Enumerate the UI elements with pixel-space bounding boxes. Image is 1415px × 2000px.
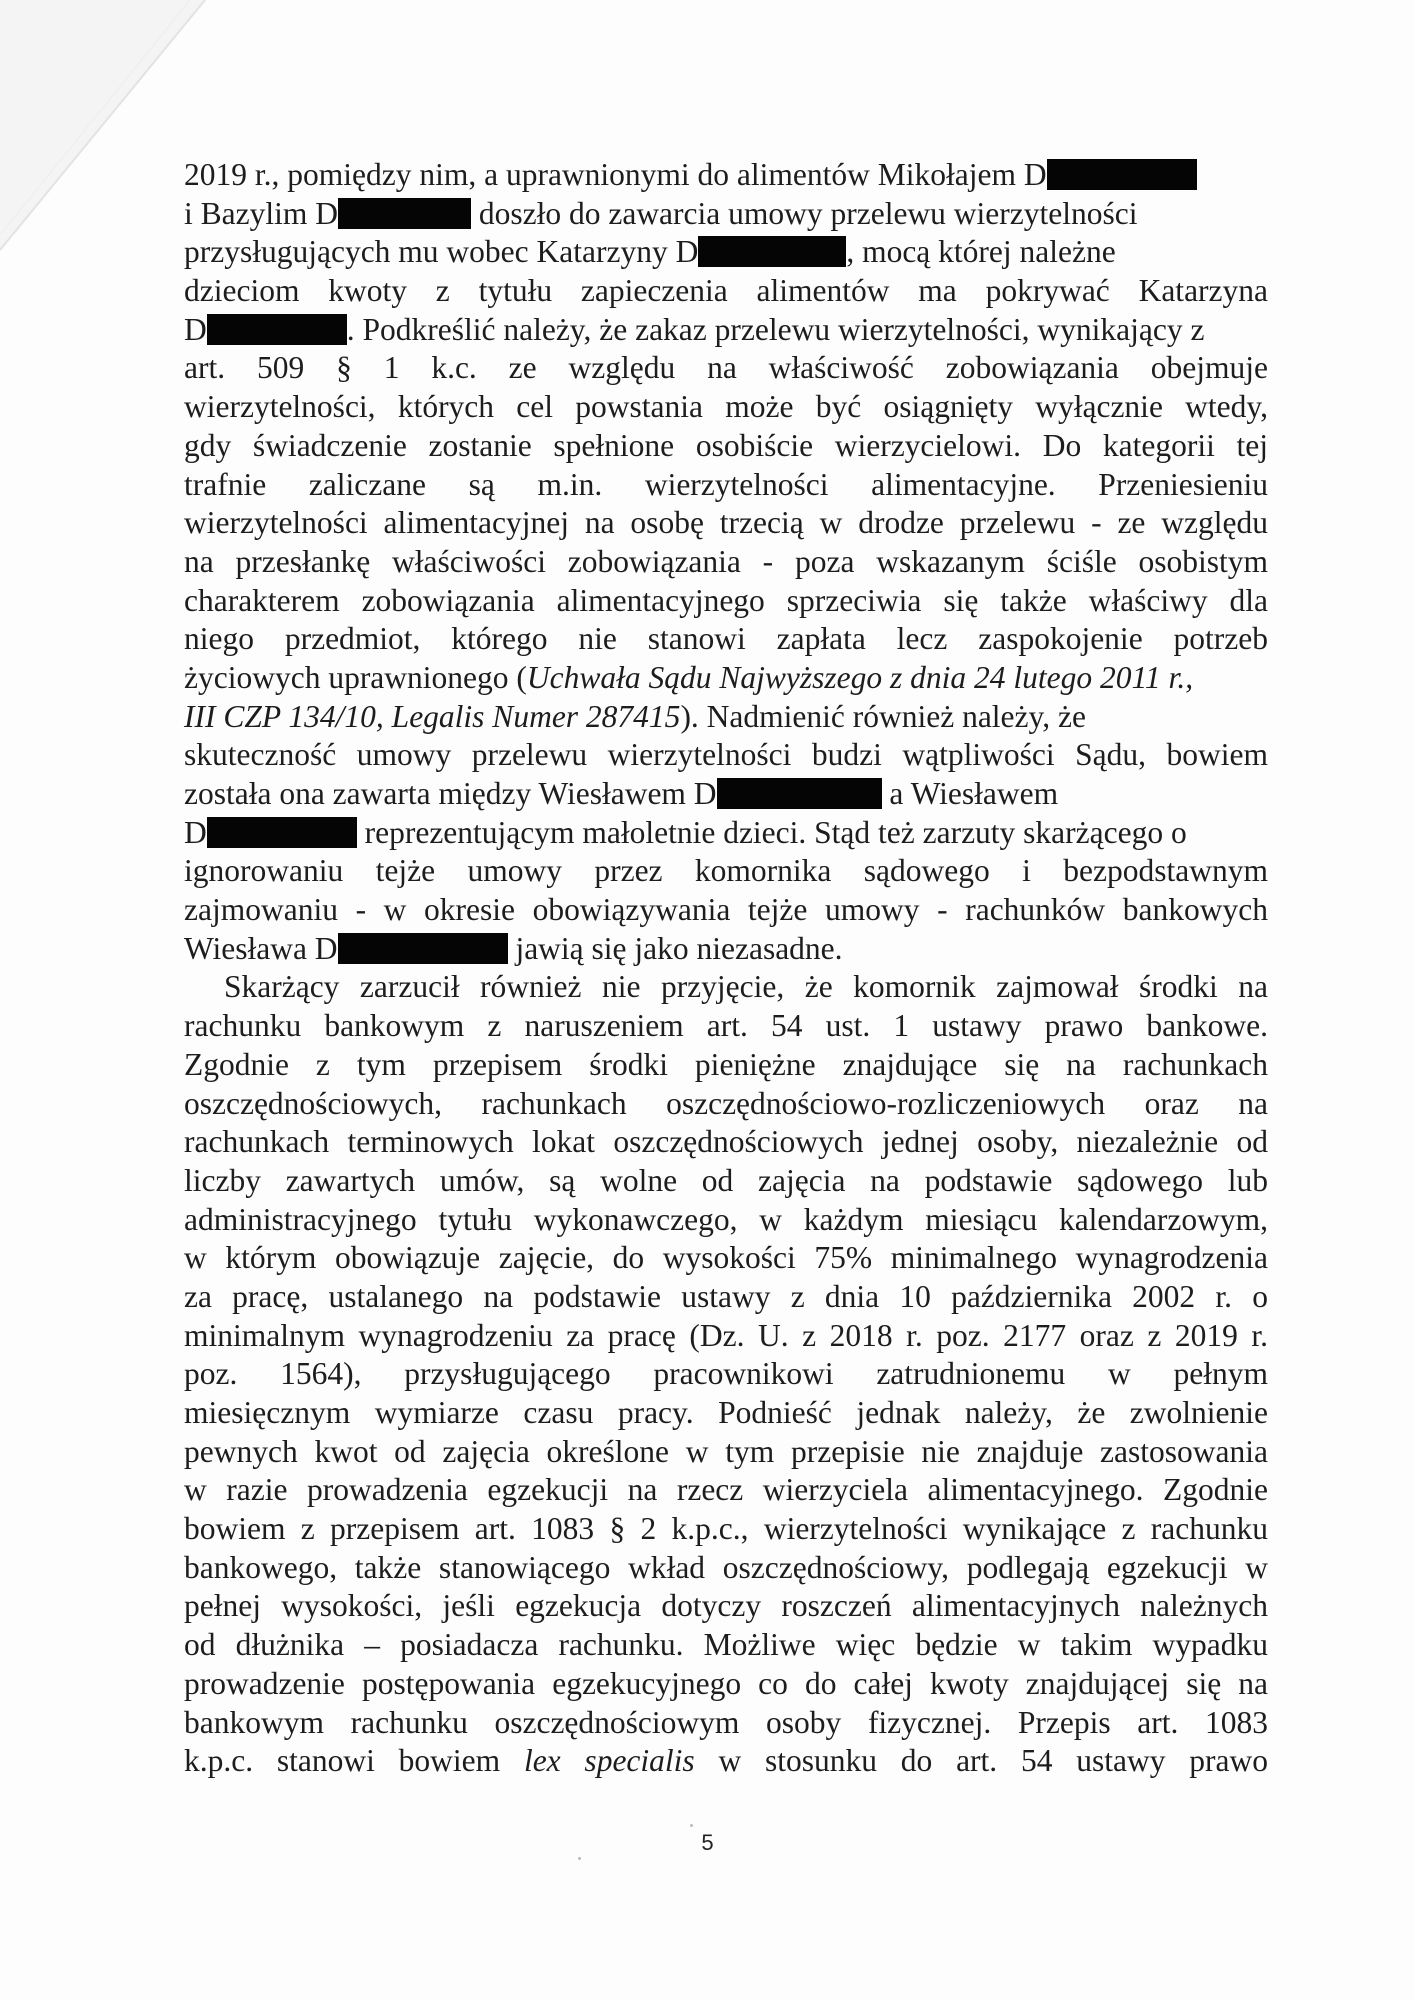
text-line: bankowym rachunku oszczędnościowym osoby fizycznej. Przepis art. 1083 <box>184 1704 1268 1740</box>
text-line: na przesłankę właściwości zobowiązania - poza wskazanym ściśle osobistym <box>184 543 1268 579</box>
text-line: liczby zawartych umów, są wolne od zajęcia na podstawie sądowego lub <box>184 1162 1268 1198</box>
paragraph-first-line: Skarżący zarzucił również nie przyjęcie, że komornik zajmował środki na <box>224 969 1268 1005</box>
citation-italic: Uchwała Sądu Najwyższego z dnia 24 lutego 2011 r., <box>526 659 1194 695</box>
redaction-bar <box>717 778 882 809</box>
redaction-bar <box>338 933 508 964</box>
text-line <box>184 1742 1268 1781</box>
text-fragment: a Wiesławem <box>881 776 1059 811</box>
text-line: rachunku bankowym z naruszeniem art. 54 ust. 1 ustawy prawo bankowe. <box>184 1008 1268 1044</box>
citation-italic: III CZP 134/10, Legalis Numer 287415 <box>184 698 681 734</box>
text-line: Zgodnie z tym przepisem środki pieniężne znajdujące się na rachunkach <box>184 1046 1268 1082</box>
redaction-bar <box>207 314 347 345</box>
text-line: administracyjnego tytułu wykonawczego, w każdym miesiącu kalendarzowym, <box>184 1201 1268 1237</box>
text-line <box>184 233 1268 272</box>
text-line: pełnej wysokości, jeśli egzekucja dotyczy roszczeń alimentacyjnych należnych <box>184 1588 1268 1624</box>
text-fragment: D <box>184 311 207 347</box>
text-line: gdy świadczenie zostanie spełnione osobiście wierzycielowi. Do kategorii tej <box>184 427 1268 463</box>
text-line <box>184 775 1268 814</box>
text-fragment: i Bazylim D <box>184 195 338 231</box>
text-line: ignorowaniu tejże umowy przez komornika sądowego i bezpodstawnym <box>184 853 1268 889</box>
scan-speck <box>578 1857 581 1860</box>
text-line: trafnie zaliczane są m.in. wierzytelności alimentacyjne. Przeniesieniu <box>184 466 1268 502</box>
text-line: oszczędnościowych, rachunkach oszczędnościowo-rozliczeniowych oraz na <box>184 1085 1268 1121</box>
text-line: od dłużnika – posiadacza rachunku. Możliwe więc będzie w takim wypadku <box>184 1627 1268 1663</box>
text-fragment: . Podkreślić należy, że zakaz przelewu wierzytelności, wynikający z <box>346 311 1205 347</box>
text-line: skuteczność umowy przelewu wierzytelności budzi wątpliwości Sądu, bowiem <box>184 737 1268 773</box>
text-fragment: doszło do zawarcia umowy przelewu wierzytelności <box>470 195 1138 231</box>
text-line <box>184 659 1268 698</box>
text-fragment: ). Nadmienić również należy, że <box>680 698 1086 734</box>
text-line: minimalnym wynagrodzeniu za pracę (Dz. U. z 2018 r. poz. 2177 oraz z 2019 r. <box>184 1317 1268 1353</box>
text-line: poz. 1564), przysługującego pracownikowi zatrudnionemu w pełnym <box>184 1356 1268 1392</box>
text-fragment: Wiesława D <box>184 930 338 966</box>
redaction-bar <box>207 817 357 848</box>
redaction-bar <box>698 236 846 267</box>
scan-speck <box>690 1824 693 1827</box>
text-line: niego przedmiot, którego nie stanowi zapłata lecz zaspokojenie potrzeb <box>184 621 1268 657</box>
text-line: charakterem zobowiązania alimentacyjnego sprzeciwia się także właściwy dla <box>184 582 1268 618</box>
text-fragment: D <box>184 814 207 850</box>
document-body <box>184 156 1268 1781</box>
text-line: pewnych kwot od zajęcia określone w tym przepisie nie znajduje zastosowania <box>184 1433 1268 1469</box>
page-number: 5 <box>701 1830 714 1855</box>
text-line: art. 509 § 1 k.c. ze względu na właściwość zobowiązania obejmuje <box>184 350 1268 386</box>
text-fragment: 2019 r., pomiędzy nim, a uprawnionymi do alimentów Mikołajem D <box>184 157 1047 192</box>
latin-term: lex specialis <box>523 1743 695 1779</box>
text-line: bankowego, także stanowiącego wkład oszczędnościowy, podlegają egzekucji w <box>184 1549 1268 1585</box>
redaction-bar <box>1047 159 1197 190</box>
text-line <box>184 698 1268 737</box>
text-line: wierzytelności, których cel powstania może być osiągnięty wyłącznie wtedy, <box>184 389 1268 425</box>
text-line: rachunkach terminowych lokat oszczędnościowych jednej osoby, niezależnie od <box>184 1124 1268 1160</box>
text-line: bowiem z przepisem art. 1083 § 2 k.p.c., wierzytelności wynikające z rachunku <box>184 1511 1268 1547</box>
text-line <box>184 311 1268 350</box>
text-fragment: reprezentującym małoletnie dzieci. Stąd też zarzuty skarżącego o <box>356 814 1187 850</box>
text-fragment: została ona zawarta między Wiesławem D <box>184 776 717 811</box>
text-fragment: jawią się jako niezasadne. <box>507 930 843 966</box>
text-line: za pracę, ustalanego na podstawie ustawy z dnia 10 października 2002 r. o <box>184 1278 1268 1314</box>
text-line <box>184 930 1268 969</box>
text-line <box>184 195 1268 234</box>
text-line: dzieciom kwoty z tytułu zapieczenia alimentów ma pokrywać Katarzyna <box>184 273 1268 309</box>
text-fragment: przysługujących mu wobec Katarzyny D <box>184 234 699 270</box>
redaction-bar <box>338 198 471 229</box>
text-fragment: w stosunku do art. 54 ustawy prawo <box>694 1743 1268 1779</box>
text-fragment: k.p.c. stanowi bowiem <box>184 1743 524 1779</box>
text-line: w którym obowiązuje zajęcie, do wysokości 75% minimalnego wynagrodzenia <box>184 1240 1268 1276</box>
text-fragment: , mocą której należne <box>846 234 1116 270</box>
text-line <box>184 814 1268 853</box>
text-line: w razie prowadzenia egzekucji na rzecz wierzyciela alimentacyjnego. Zgodnie <box>184 1472 1268 1508</box>
text-line <box>184 156 1268 195</box>
text-line: wierzytelności alimentacyjnej na osobę trzecią w drodze przelewu - ze względu <box>184 505 1268 541</box>
text-fragment: życiowych uprawnionego ( <box>184 659 527 695</box>
text-line: prowadzenie postępowania egzekucyjnego co do całej kwoty znajdującej się na <box>184 1665 1268 1701</box>
text-line: miesięcznym wymiarze czasu pracy. Podnieść jednak należy, że zwolnienie <box>184 1395 1268 1430</box>
text-line: zajmowaniu - w okresie obowiązywania tejże umowy - rachunków bankowych <box>184 892 1268 928</box>
